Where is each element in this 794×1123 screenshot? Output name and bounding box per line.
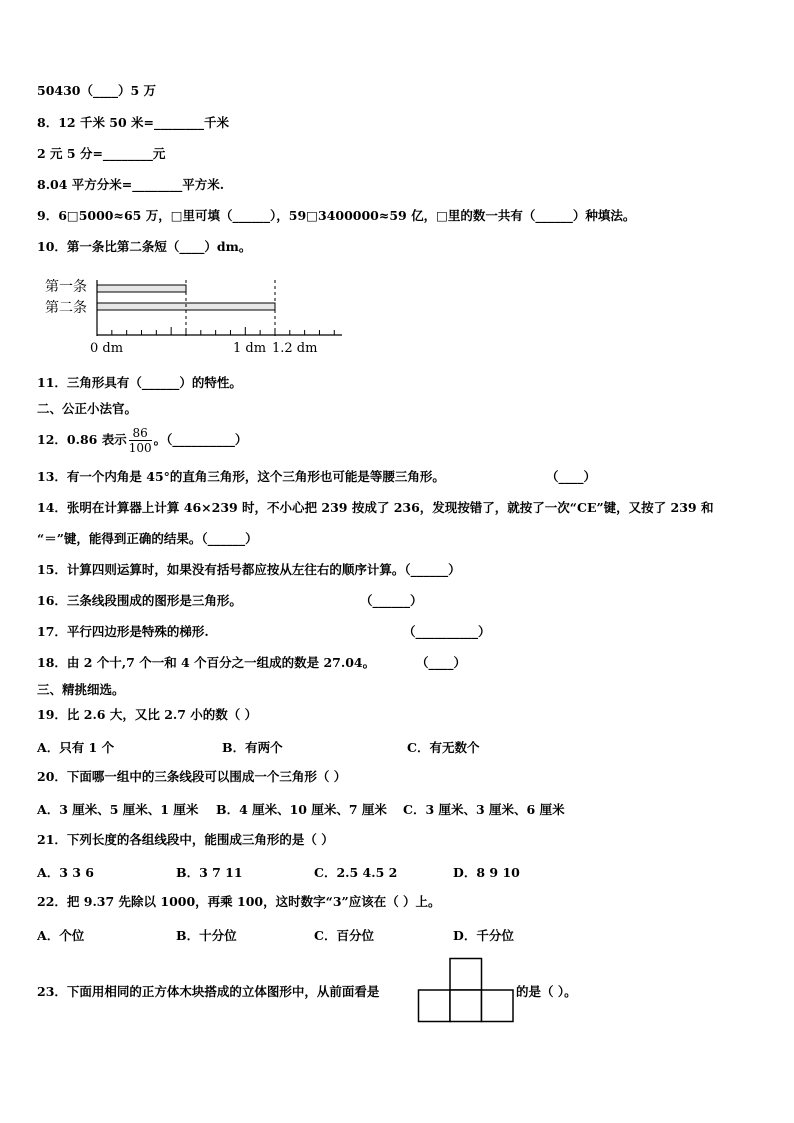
tick-label-0: 0 dm xyxy=(90,341,124,356)
tick-label-1-2: 1.2 dm xyxy=(272,341,318,356)
question-9: 9．6□5000≈65 万，□里可填（______），59□3400000≈59 亿，□里的数一共有（______）种填法。 xyxy=(37,208,636,223)
question-18-bracket: （____） xyxy=(416,655,467,670)
question-12-text: 12．0.86 表示 xyxy=(37,432,127,447)
question-22: 22．把 9.37 先除以 1000，再乘 100，这时数字“3”应该在（ ）上。 xyxy=(37,894,441,909)
question-13-bracket: （____） xyxy=(546,469,597,484)
question-16: 16．三条线段围成的图形是三角形。 xyxy=(37,593,242,608)
question-15: 15．计算四则运算时，如果没有括号都应按从左往右的顺序计算。（______） xyxy=(37,562,461,577)
q19-option-a[interactable]: A．只有 1 个 xyxy=(37,740,115,755)
q20-option-c[interactable]: C．3 厘米、3 厘米、6 厘米 xyxy=(403,802,565,817)
question-17-bracket: （__________） xyxy=(403,624,491,639)
question-21: 21．下列长度的各组线段中，能围成三角形的是（ ） xyxy=(37,832,334,847)
q20-option-b[interactable]: B．4 厘米、10 厘米、7 厘米 xyxy=(216,802,387,817)
question-12-answer: 。（__________） xyxy=(153,432,248,447)
ruler-ticks xyxy=(97,327,334,335)
q19-option-c[interactable]: C．有无数个 xyxy=(407,740,480,755)
question-12 xyxy=(37,426,247,455)
q19-option-b[interactable]: B．有两个 xyxy=(222,740,283,755)
section-3-heading: 三、精挑细选。 xyxy=(37,682,125,697)
q22-option-b[interactable]: B．十分位 xyxy=(176,928,237,943)
fraction xyxy=(129,426,152,455)
q21-option-c[interactable]: C．2.5 4.5 2 xyxy=(314,865,398,880)
question-8: 8．12 千米 50 米=________千米 xyxy=(37,115,230,130)
fraction-denominator: 100 xyxy=(128,441,152,455)
ruler-diagram xyxy=(40,272,360,362)
section-2-heading: 二、公正小法官。 xyxy=(37,401,138,416)
question-14: 14．张明在计算器上计算 46×239 时，不小心把 239 按成了 236，发现按错了，就按了一次“CE”键，又按了 239 和 xyxy=(37,500,714,515)
question-19: 19．比 2.6 大，又比 2.7 小的数（ ） xyxy=(37,707,258,722)
question-13: 13．有一个内角是 45°的直角三角形，这个三角形也可能是等腰三角形。 xyxy=(37,469,445,484)
block-front-view-figure xyxy=(417,957,515,1023)
line-area: 8.04 平方分米=________平方米. xyxy=(37,177,225,192)
tick-label-1: 1 dm xyxy=(233,341,267,356)
q20-option-a[interactable]: A．3 厘米、5 厘米、1 厘米 xyxy=(37,802,199,817)
question-23: 23．下面用相同的正方体木块搭成的立体图形中，从前面看是 xyxy=(37,984,380,999)
line-50430: 50430（____）5 万 xyxy=(37,83,157,98)
q22-option-d[interactable]: D．千分位 xyxy=(453,928,514,943)
question-14-cont: “＝”键，能得到正确的结果。（______） xyxy=(37,531,258,546)
fraction-numerator: 86 xyxy=(129,426,152,441)
question-20: 20．下面哪一组中的三条线段可以围成一个三角形（ ） xyxy=(37,769,347,784)
question-10: 10．第一条比第二条短（____）dm。 xyxy=(37,239,252,254)
q21-option-b[interactable]: B．3 7 11 xyxy=(176,865,243,880)
question-16-bracket: （______） xyxy=(360,593,423,608)
question-17: 17．平行四边形是特殊的梯形. xyxy=(37,624,209,639)
question-18: 18．由 2 个十,7 个一和 4 个百分之一组成的数是 27.04。 xyxy=(37,655,376,670)
bar-first xyxy=(97,285,186,292)
q21-option-a[interactable]: A．3 3 6 xyxy=(37,865,94,880)
q21-option-d[interactable]: D．8 9 10 xyxy=(453,865,520,880)
label-second: 第二条 xyxy=(45,300,87,316)
q22-option-c[interactable]: C．百分位 xyxy=(314,928,374,943)
question-11: 11．三角形具有（______）的特性。 xyxy=(37,375,242,390)
line-yuan: 2 元 5 分=________元 xyxy=(37,146,166,161)
label-first: 第一条 xyxy=(45,279,87,295)
q22-option-a[interactable]: A．个位 xyxy=(37,928,85,943)
question-23-tail: 的是（ ）。 xyxy=(516,984,577,999)
